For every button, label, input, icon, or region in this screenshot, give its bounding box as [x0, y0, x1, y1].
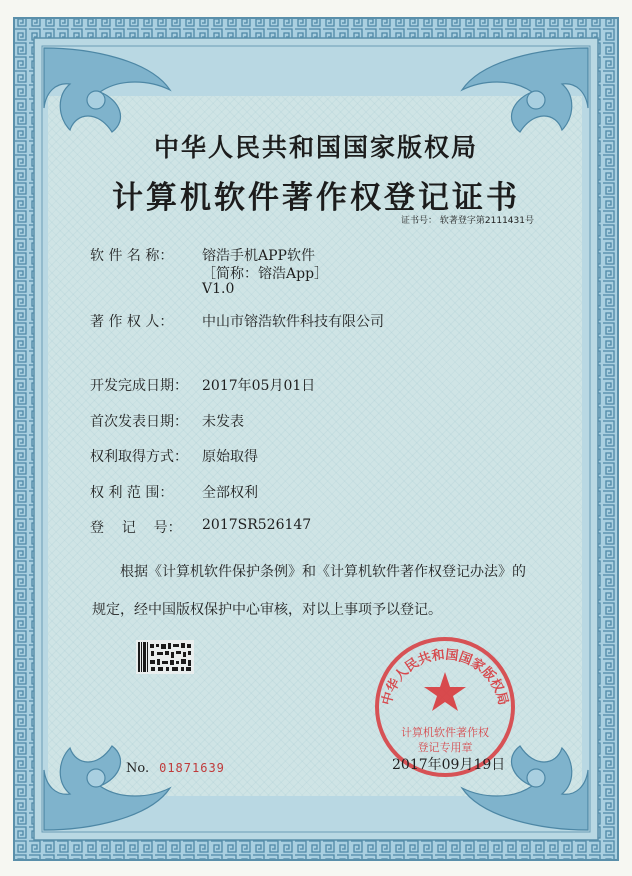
seal-line-2: 登记专用章: [417, 741, 473, 754]
field-value: 中山市镕浩软件科技有限公司: [202, 314, 384, 330]
serial-value: 01871639: [159, 761, 225, 775]
body-paragraph-line-2: 规定，经中国版权保护中心审核，对以上事项予以登记。: [92, 602, 442, 618]
field-label: 权 利 范 围：: [90, 485, 174, 501]
field-label: 登 记 号：: [90, 520, 182, 536]
seal-ring-text: 中华人民共和国国家版权局: [379, 647, 511, 707]
seal-star-icon: [424, 672, 466, 711]
corner-ornament-top-left: [44, 48, 170, 132]
issuer-title: 中华人民共和国国家版权局: [153, 133, 478, 162]
field-value: 全部权利: [202, 485, 258, 501]
serial-label: No.: [126, 761, 150, 776]
field-label: 著 作 权 人：: [90, 314, 174, 330]
field-label: 权利取得方式：: [90, 449, 188, 465]
certificate-number-label: 证书号：: [401, 216, 438, 226]
body-paragraph-line-1: 根据《计算机软件保护条例》和《计算机软件著作权登记办法》的: [120, 564, 526, 580]
corner-ornament-top-right: [462, 48, 588, 132]
field-label: 软 件 名 称：: [90, 248, 174, 264]
field-value: 2017SR526147: [202, 517, 312, 533]
seal-line-1: 计算机软件著作权: [401, 726, 489, 739]
corner-ornament-bottom-left: [44, 746, 170, 830]
field-value: 镕浩手机APP软件: [202, 248, 315, 264]
field-label: 首次发表日期：: [90, 414, 188, 430]
certificate-number-value: 软著登字第2111431号: [439, 216, 534, 226]
barcode: [136, 640, 194, 674]
certificate-title: 计算机软件著作权登记证书: [112, 180, 520, 216]
field-value: 原始取得: [202, 449, 258, 465]
field-value: 未发表: [202, 414, 244, 430]
field-value-short-name: ［简称：镕浩App］: [202, 266, 329, 282]
field-label: 开发完成日期：: [90, 378, 188, 394]
certificate-number: [401, 213, 534, 226]
field-value: 2017年05月01日: [202, 378, 316, 394]
serial-number: [126, 761, 225, 776]
field-value-version: V1.0: [202, 281, 235, 297]
issue-date: 2017年09月19日: [392, 757, 506, 773]
